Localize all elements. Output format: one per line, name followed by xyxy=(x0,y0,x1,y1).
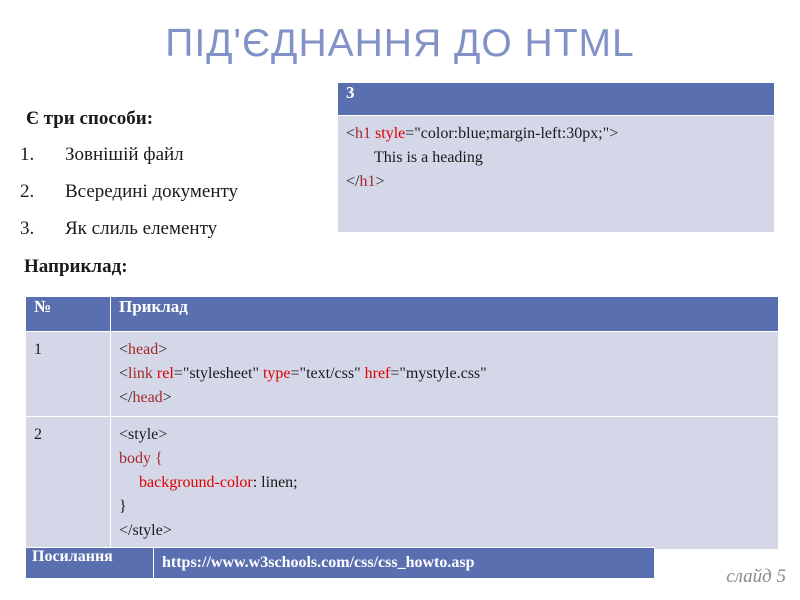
code-line: </head> xyxy=(119,389,172,406)
box-header: 3 xyxy=(338,83,775,116)
reference-link[interactable]: https://www.w3schools.com/css/css_howto.asp xyxy=(154,548,655,579)
method-text: Зовнішій файл xyxy=(65,144,184,165)
row-number: 1 xyxy=(26,332,111,417)
examples-table xyxy=(25,296,779,550)
code-line: <head> xyxy=(119,341,168,358)
method-number: 2. xyxy=(20,181,35,202)
code-line: <link rel="stylesheet" type="text/css" href="mystyle.css" xyxy=(119,365,487,382)
method-item xyxy=(20,173,324,210)
slide-title: ПІД'ЄДНАННЯ ДО HTML xyxy=(165,22,635,65)
reference-bar xyxy=(25,547,655,579)
column-header-number: № xyxy=(26,297,111,332)
code-line: background-color: linen; xyxy=(139,474,298,491)
code-line: <h1 style="color:blue;margin-left:30px;"> xyxy=(346,125,619,142)
inline-style-code xyxy=(338,116,775,233)
methods-list xyxy=(20,136,324,247)
code-line: </style> xyxy=(119,522,172,539)
table-row xyxy=(26,417,779,550)
method-number: 3. xyxy=(20,218,35,239)
method-number: 1. xyxy=(20,144,35,165)
slide-number: слайд 5 xyxy=(726,566,786,587)
reference-label: Посилання xyxy=(26,548,154,579)
row-code xyxy=(111,417,779,550)
method-text: Всередині документу xyxy=(65,181,239,202)
methods-lead: Є три способи: xyxy=(26,108,154,129)
method-item xyxy=(20,136,324,173)
row-number: 2 xyxy=(26,417,111,550)
table-row xyxy=(26,332,779,417)
code-line: body { xyxy=(119,450,163,467)
method-text: Як слиль елементу xyxy=(65,218,218,239)
code-line: This is a heading xyxy=(374,149,483,166)
code-line: </h1> xyxy=(346,173,385,190)
method-item xyxy=(20,210,324,247)
row-code xyxy=(111,332,779,417)
inline-style-box xyxy=(337,82,775,233)
code-line: <style> xyxy=(119,426,168,443)
example-label: Наприклад: xyxy=(24,256,128,277)
code-line: } xyxy=(119,498,127,515)
column-header-example: Приклад xyxy=(111,297,779,332)
methods-intro xyxy=(20,108,324,247)
